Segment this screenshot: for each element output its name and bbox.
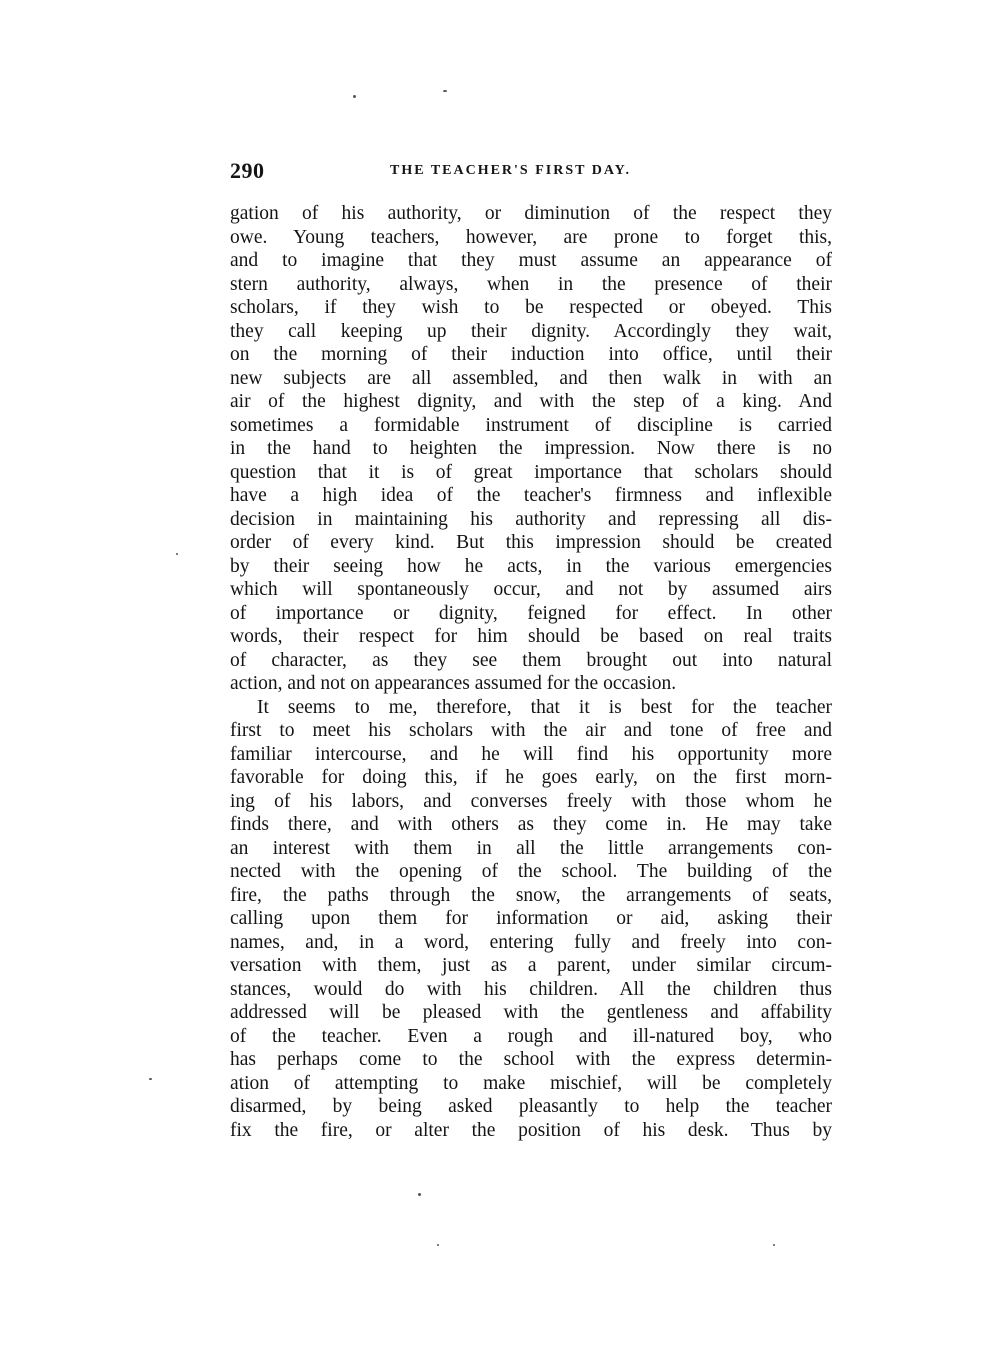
text-line: an interest with them in all the little arrangements con- <box>230 837 832 859</box>
text-line: versation with them, just as a parent, under similar circum- <box>230 955 832 976</box>
scan-speck <box>418 1193 421 1196</box>
text-line: disarmed, by being asked pleasantly to help the teacher <box>230 1096 832 1117</box>
text-line: of character, as they see them brought out into natural <box>230 649 832 671</box>
text-line: question that it is of great importance that scholars should <box>230 461 832 483</box>
text-line: favorable for doing this, if he goes early, on the first morn- <box>230 767 832 788</box>
text-line: action, and not on appearances assumed for the occasion. <box>230 673 677 694</box>
text-line: have a high idea of the teacher's firmness and inflexible <box>230 485 832 506</box>
text-line: finds there, and with others as they come in. He may take <box>230 814 832 835</box>
page-number: 290 <box>230 158 265 183</box>
text-line: has perhaps come to the school with the express determin- <box>230 1049 832 1070</box>
text-line: of importance or dignity, feigned for effect. In other <box>230 602 832 624</box>
text-line: nected with the opening of the school. The building of the <box>230 861 832 882</box>
text-line: stances, would do with his children. All the children thus <box>230 978 832 1000</box>
scan-speck <box>176 553 178 555</box>
text-line: names, and, in a word, entering fully and freely into con- <box>230 931 832 953</box>
text-line: order of every kind. But this impression should be created <box>230 532 832 553</box>
text-line: owe. Young teachers, however, are prone to forget this, <box>230 226 832 248</box>
text-line: ing of his labors, and converses freely with those whom he <box>230 790 832 812</box>
text-line: on the morning of their induction into office, until their <box>230 344 832 365</box>
text-line: first to meet his scholars with the air and tone of free and <box>230 720 832 741</box>
text-line: gation of his authority, or diminution of the respect they <box>230 203 832 224</box>
text-line: air of the highest dignity, and with the step of a king. And <box>230 391 832 412</box>
text-line: It seems to me, therefore, that it is best for the teacher <box>257 696 832 718</box>
text-line: words, their respect for him should be based on real traits <box>230 626 832 647</box>
scan-speck <box>353 95 356 98</box>
text-line: scholars, if they wish to be respected or obeyed. This <box>230 297 832 318</box>
text-line: decision in maintaining his authority and repressing all dis- <box>230 508 832 530</box>
text-line: and to imagine that they must assume an appearance of <box>230 250 832 271</box>
paragraph <box>230 202 832 696</box>
text-line: addressed will be pleased with the gentleness and affability <box>230 1002 832 1023</box>
text-line: fire, the paths through the snow, the arrangements of seats, <box>230 884 832 906</box>
text-line: ation of attempting to make mischief, will be completely <box>230 1072 832 1094</box>
text-line: they call keeping up their dignity. Accordingly they wait, <box>230 320 832 342</box>
scan-speck <box>149 1078 152 1080</box>
page-header <box>230 158 832 188</box>
paragraph <box>230 696 832 1143</box>
scan-speck <box>437 1244 439 1246</box>
text-line: in the hand to heighten the impression. Now there is no <box>230 438 832 459</box>
text-line: calling upon them for information or aid, asking their <box>230 908 832 929</box>
scan-speck <box>443 90 447 92</box>
text-line: of the teacher. Even a rough and ill-natured boy, who <box>230 1025 832 1047</box>
body-text <box>230 202 832 1142</box>
text-line: by their seeing how he acts, in the various emergencies <box>230 555 832 577</box>
text-line: familiar intercourse, and he will find his opportunity more <box>230 743 832 765</box>
running-title: THE TEACHER'S FIRST DAY. <box>390 163 631 178</box>
text-line: new subjects are all assembled, and then walk in with an <box>230 367 832 389</box>
text-line: stern authority, always, when in the presence of their <box>230 273 832 295</box>
scan-speck <box>773 1244 775 1246</box>
text-line: which will spontaneously occur, and not by assumed airs <box>230 579 832 600</box>
text-line: sometimes a formidable instrument of discipline is carried <box>230 414 832 436</box>
text-line: fix the fire, or alter the position of his desk. Thus by <box>230 1119 832 1141</box>
